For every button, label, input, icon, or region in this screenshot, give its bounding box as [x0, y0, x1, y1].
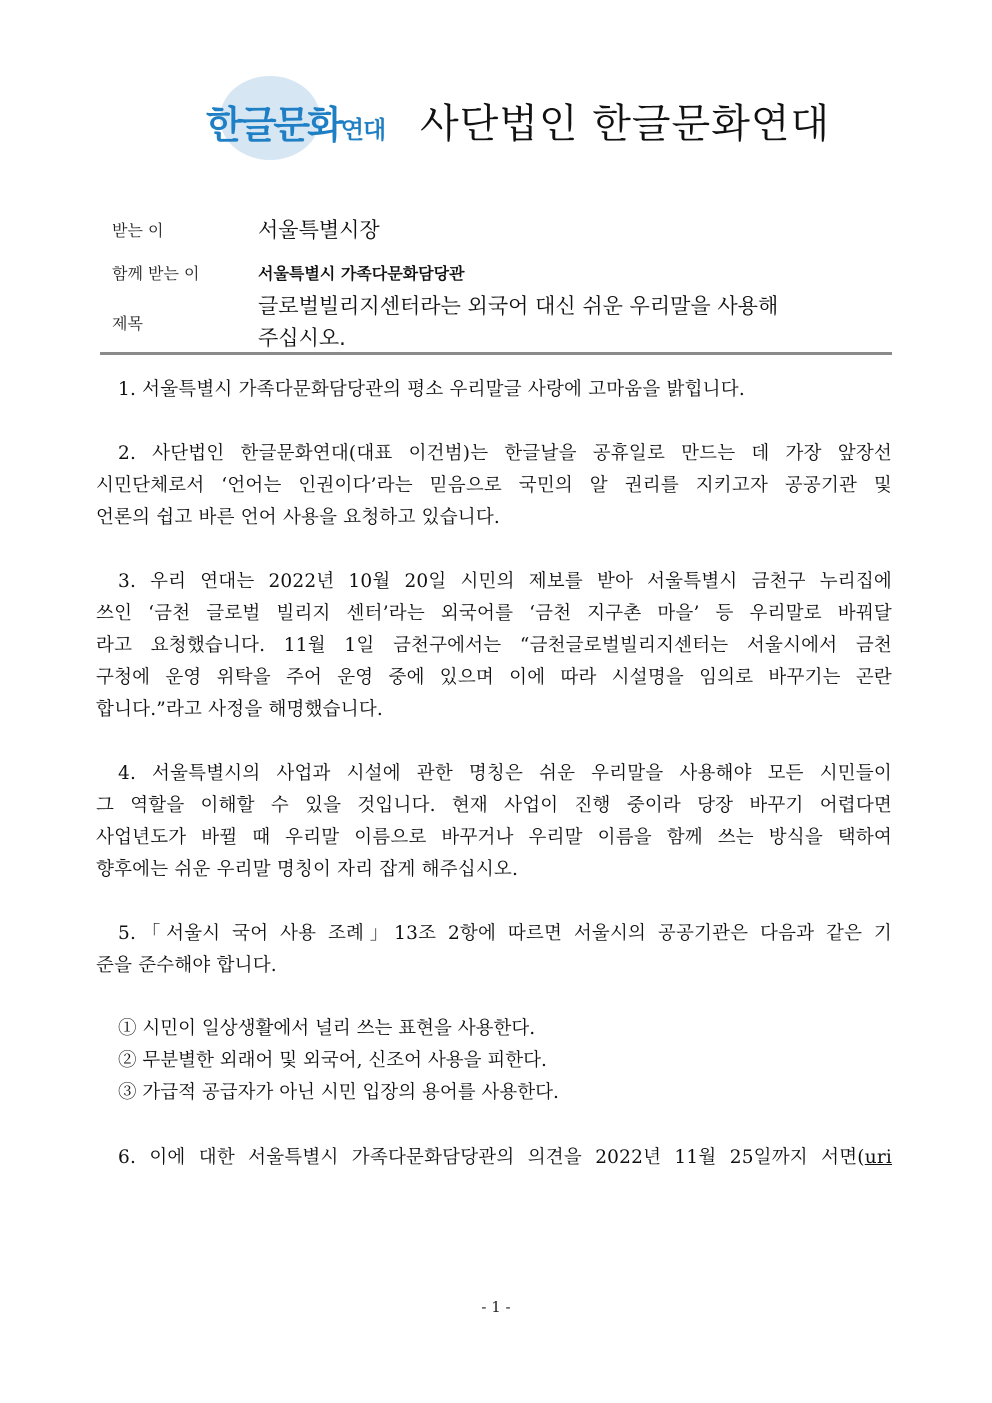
paragraph-2 [96, 438, 892, 534]
to-value: 서울특별시장 [258, 218, 380, 242]
logo-text [206, 94, 385, 149]
paragraph-6-text: 6. 이에 대한 서울특별시 가족다문화담당관의 의견을 2022년 11월 25일까지 서면( [118, 1147, 865, 1168]
cc-value: 서울특별시 가족다문화담당관 [258, 264, 465, 283]
paragraph-3 [96, 566, 892, 726]
paragraph-line: 라고 요청했습니다. 11월 1일 금천구에서는 “금천글로벌빌리지센터는 서울시에서 금천 [96, 635, 892, 656]
paragraph-line: 1. 서울특별시 가족다문화담당관의 평소 우리말글 사랑에 고마움을 밝힙니다. [118, 379, 745, 400]
list-item: ① 시민이 일상생활에서 널리 쓰는 표현을 사용한다. [118, 1018, 536, 1039]
paragraph-line: 시민단체로서 ‘언어는 인권이다’라는 믿음으로 국민의 알 권리를 지키고자 공공기관 및 [96, 475, 892, 496]
paragraph-line: 합니다.”라고 사정을 해명했습니다. [96, 699, 383, 720]
org-logo [200, 76, 400, 166]
paragraph-line: 2. 사단법인 한글문화연대(대표 이건범)는 한글날을 공휴일로 만드는 데 가장 앞장선 [118, 443, 892, 464]
paragraph-line: 언론의 쉽고 바른 언어 사용을 요청하고 있습니다. [96, 507, 500, 528]
paragraph-line: 준을 준수해야 합니다. [96, 955, 277, 976]
paragraph-line: 구청에 운영 위탁을 주어 운영 중에 있으며 이에 따라 시설명을 임의로 바꾸기는 곤란 [96, 667, 892, 688]
paragraph-4 [96, 758, 892, 886]
cc-label: 함께 받는 이 [112, 264, 200, 283]
paragraph-line: 쓰인 ‘금천 글로벌 빌리지 센터’라는 외국어를 ‘금천 지구촌 마을’ 등 우리말로 바꿔달 [96, 603, 892, 624]
subject-line-1: 글로벌빌리지센터라는 외국어 대신 쉬운 우리말을 사용해 [258, 294, 779, 318]
paragraph-1 [118, 374, 892, 406]
paragraph-5 [96, 918, 892, 982]
paragraph-line: 그 역할을 이해할 수 있을 것입니다. 현재 사업이 진행 중이라 당장 바꾸기 어렵다면 [96, 795, 892, 816]
page-number: - 1 - [481, 1298, 511, 1316]
list-item: ③ 가급적 공급자가 아닌 시민 입장의 용어를 사용한다. [118, 1082, 559, 1103]
logo-text-main: 한글문화 [206, 103, 341, 147]
email-link[interactable]: uri [864, 1147, 892, 1168]
paragraph-6 [96, 1142, 892, 1174]
paragraph-line: 사업년도가 바뀔 때 우리말 이름으로 바꾸거나 우리말 이름을 함께 쓰는 방식을 택하여 [96, 827, 892, 848]
paragraph-line: 향후에는 쉬운 우리말 명칭이 자리 잡게 해주십시오. [96, 859, 519, 880]
header-divider [100, 352, 892, 355]
paragraph-line: 5.「서울시 국어 사용 조례」13조 2항에 따르면 서울시의 공공기관은 다음과 같은 기 [118, 923, 892, 944]
subject-line-2: 주십시오. [258, 326, 346, 350]
logo-text-small: 연대 [340, 116, 386, 144]
paragraph-line: 4. 서울특별시의 사업과 시설에 관한 명칭은 쉬운 우리말을 사용해야 모든 시민들이 [118, 763, 892, 784]
to-label: 받는 이 [112, 221, 164, 240]
paragraph-line: 3. 우리 연대는 2022년 10월 20일 시민의 제보를 받아 서울특별시 금천구 누리집에 [118, 571, 892, 592]
subject-label: 제목 [112, 314, 143, 333]
organization-title: 사단법인 한글문화연대 [420, 101, 831, 147]
list-item: ② 무분별한 외래어 및 외국어, 신조어 사용을 피한다. [118, 1050, 547, 1071]
paragraph-line [96, 1142, 892, 1174]
